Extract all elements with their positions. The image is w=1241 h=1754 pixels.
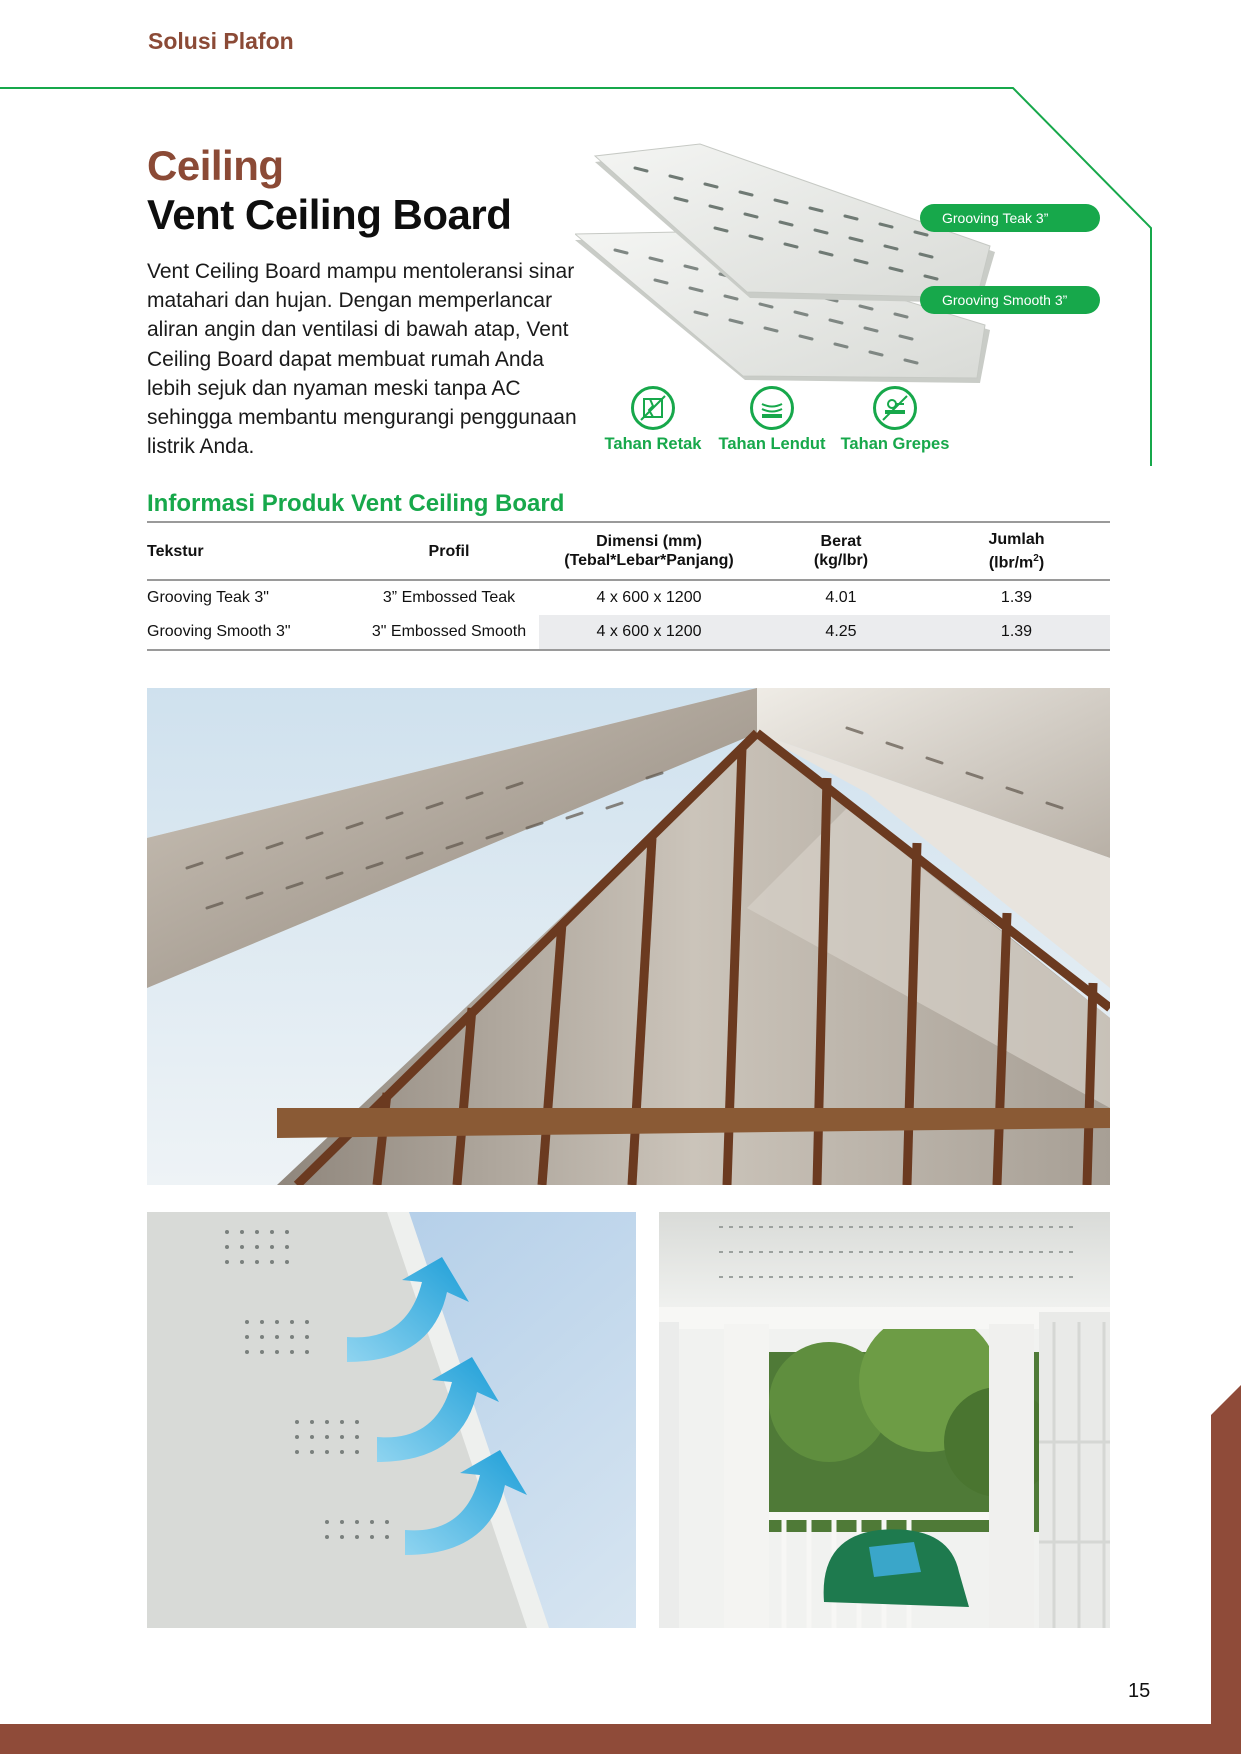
feature-label: Tahan Retak xyxy=(604,435,702,453)
cell-jumlah: 1.39 xyxy=(1000,589,1033,606)
header-profil: Profil xyxy=(428,542,470,560)
ceiling-boards-illustration xyxy=(575,140,1105,390)
cell-berat: 4.01 xyxy=(825,589,857,606)
tag-grooving-smooth: Grooving Smooth 3” xyxy=(920,286,1100,314)
cell-jumlah: 1.39 xyxy=(923,615,1110,650)
cell-berat: 4.25 xyxy=(759,615,923,650)
header-berat: Berat (kg/lbr) xyxy=(813,533,869,569)
product-title: Vent Ceiling Board xyxy=(147,191,512,238)
feature-crack-resistant xyxy=(588,386,718,454)
feature-label: Tahan Grepes xyxy=(840,435,950,453)
sag-resistant-icon xyxy=(750,386,794,430)
cell-tekstur: Grooving Smooth 3" xyxy=(147,623,291,640)
cell-profil: 3” Embossed Teak xyxy=(382,589,516,606)
tag-grooving-teak: Grooving Teak 3” xyxy=(920,204,1100,232)
header-dimensi: Dimensi (mm) (Tebal*Lebar*Panjang) xyxy=(564,533,734,569)
feature-label: Tahan Lendut xyxy=(718,435,826,453)
category-title: Ceiling xyxy=(147,142,284,189)
airflow-vent-photo xyxy=(147,1212,636,1628)
cell-dimensi: 4 x 600 x 1200 xyxy=(596,589,702,606)
vent-ceiling-gable-photo xyxy=(147,688,1110,1185)
table-header-row xyxy=(147,522,1110,580)
table-row xyxy=(147,615,1110,650)
product-description: Vent Ceiling Board mampu mentoleransi sinar matahari dan hujan. Dengan memperlancar aliran angin dan ventilasi di bawah atap, Vent Ceiling Board dapat membuat rumah Anda lebih sejuk dan nyaman meski tanpa AC sehingga membantu mengurangi penggunaan listrik Anda. xyxy=(147,260,577,459)
table-row xyxy=(147,580,1110,615)
product-info-table xyxy=(147,521,1110,651)
bottom-accent-bar xyxy=(0,1724,1241,1754)
cell-tekstur: Grooving Teak 3" xyxy=(147,589,269,606)
header-tekstur: Tekstur xyxy=(147,542,204,560)
side-accent-bar xyxy=(1211,1385,1241,1754)
chip-resistant-icon xyxy=(873,386,917,430)
page-number: 15 xyxy=(1128,1680,1151,1702)
table-title: Informasi Produk Vent Ceiling Board xyxy=(147,490,565,517)
header-jumlah: Jumlah $(lbr/m^2)$ xyxy=(988,530,1045,572)
cell-dimensi: 4 x 600 x 1200 xyxy=(539,615,759,650)
section-label: Solusi Plafon xyxy=(148,28,294,54)
porch-ceiling-photo xyxy=(659,1212,1110,1628)
cell-profil: 3" Embossed Smooth xyxy=(371,623,527,640)
feature-chip-resistant xyxy=(830,386,960,454)
crack-resistant-icon xyxy=(631,386,675,430)
feature-sag-resistant xyxy=(707,386,837,454)
